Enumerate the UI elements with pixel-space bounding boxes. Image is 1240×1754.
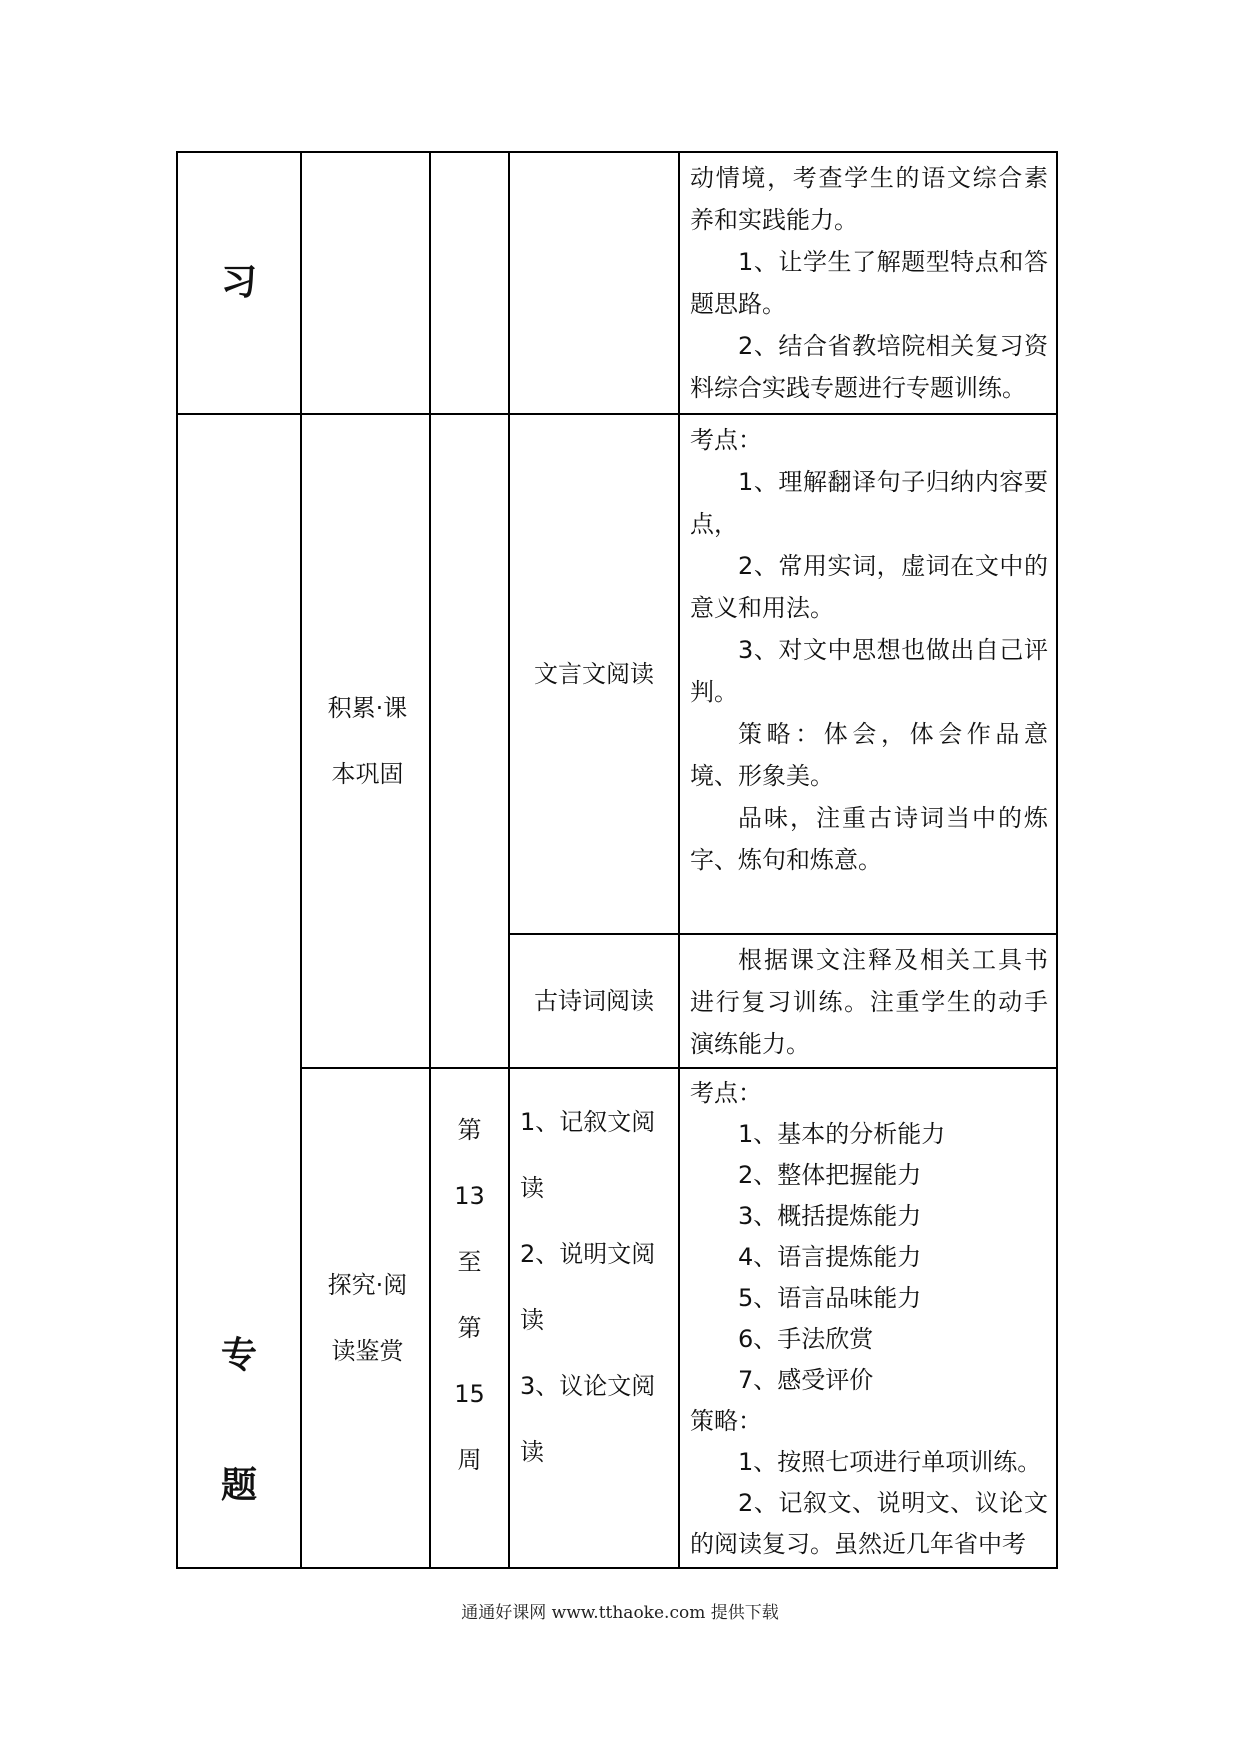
content-line: 1、理解翻译句子归纳内容要点， (690, 468, 1048, 538)
section-label-cell (177, 414, 301, 1568)
content-line: 1、让学生了解题型特点和答题思路。 (690, 248, 1048, 318)
week-char: 15 (454, 1380, 485, 1408)
kaodian-item: 4、语言提炼能力 (738, 1243, 922, 1271)
content-line: 根据课文注释及相关工具书进行复习训练。注重学生的动手演练能力。 (690, 946, 1048, 1058)
week-char: 第 (457, 1314, 482, 1342)
module-cell (301, 152, 430, 414)
content-cell (679, 414, 1057, 934)
module-cell (301, 1068, 430, 1568)
topic-cell (509, 152, 679, 414)
content-line: 考点： (690, 426, 762, 454)
table-row (177, 1068, 1057, 1568)
topic-line: 读 (520, 1174, 544, 1202)
week-char: 第 (457, 1116, 482, 1144)
week-cell (430, 152, 509, 414)
topic-cell (509, 934, 679, 1068)
content-cell (679, 152, 1057, 414)
topic-cell (509, 1068, 679, 1568)
kaodian-item: 6、手法欣赏 (738, 1325, 874, 1353)
review-plan-table (176, 151, 1058, 1569)
celue-line: 2、记叙文、说明文、议论文的阅读复习。虽然近几年省中考 (690, 1489, 1048, 1558)
content-cell (679, 1068, 1057, 1568)
topic-label: 古诗词阅读 (534, 987, 654, 1015)
kaodian-heading: 考点： (690, 1079, 762, 1107)
content-line: 动情境，考查学生的语文综合素养和实践能力。 (690, 164, 1048, 234)
topic-line: 3、议论文阅 (520, 1372, 656, 1400)
module-label: 积累·课本巩固 (327, 694, 408, 788)
module-cell (301, 414, 430, 1068)
week-cell (430, 414, 509, 1068)
page-footer: 通通好课网 www.tthaoke.com 提供下载 (461, 1603, 779, 1623)
kaodian-item: 7、感受评价 (738, 1366, 874, 1394)
topic-cell (509, 414, 679, 934)
kaodian-item: 2、整体把握能力 (738, 1161, 922, 1189)
week-char: 周 (457, 1446, 482, 1474)
celue-line: 1、按照七项进行单项训练。 (738, 1448, 1042, 1476)
topic-line: 1、记叙文阅 (520, 1108, 656, 1136)
topic-label: 文言文阅读 (534, 660, 654, 688)
section-label-zhuan: 专 (220, 1335, 257, 1376)
topic-line: 读 (520, 1306, 544, 1334)
content-line: 2、结合省教培院相关复习资料综合实践专题进行专题训练。 (690, 332, 1048, 402)
section-label-cell (177, 152, 301, 414)
week-cell (430, 1068, 509, 1568)
section-label-xi: 习 (220, 262, 257, 303)
table-row (177, 152, 1057, 414)
content-line: 3、对文中思想也做出自己评判。 (690, 636, 1048, 706)
content-line: 2、常用实词，虚词在文中的意义和用法。 (690, 552, 1048, 622)
section-label-ti: 题 (220, 1465, 257, 1506)
week-char: 至 (457, 1248, 482, 1276)
content-cell (679, 934, 1057, 1068)
topic-line: 读 (520, 1438, 544, 1466)
week-char: 13 (454, 1182, 485, 1210)
content-line: 品味，注重古诗词当中的炼字、炼句和炼意。 (690, 804, 1048, 874)
module-label: 探究·阅读鉴赏 (327, 1271, 408, 1365)
topic-line: 2、说明文阅 (520, 1240, 656, 1268)
kaodian-item: 5、语言品味能力 (738, 1284, 922, 1312)
celue-heading: 策略： (690, 1407, 762, 1435)
content-line: 策略：体会，体会作品意境、形象美。 (690, 720, 1048, 790)
kaodian-item: 1、基本的分析能力 (738, 1120, 946, 1148)
kaodian-item: 3、概括提炼能力 (738, 1202, 922, 1230)
table-row (177, 414, 1057, 934)
